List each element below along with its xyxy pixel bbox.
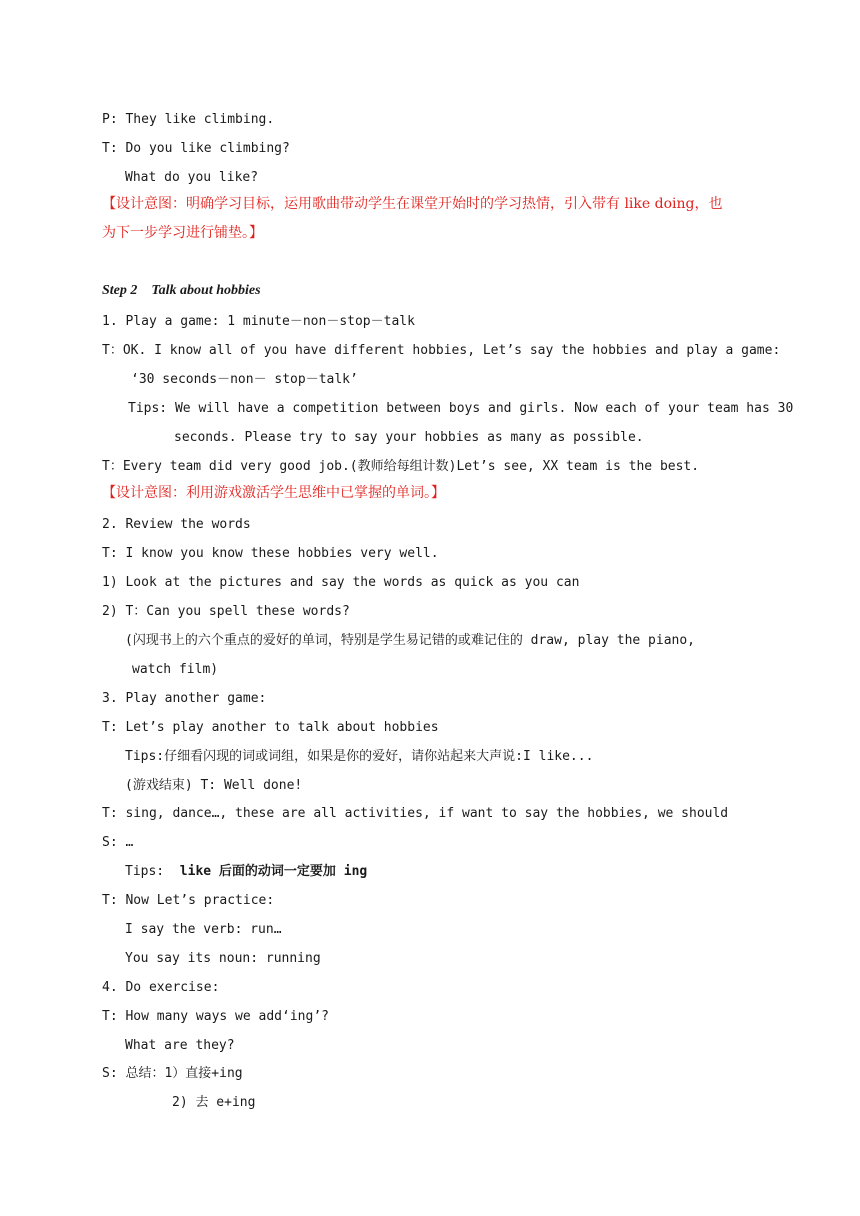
dialogue-line: P: They like climbing.	[102, 112, 275, 127]
tips-line: Tips: We will have a competition between boys and girls. Now each of your team has 30	[128, 401, 794, 416]
tips-label: Tips:	[125, 864, 180, 879]
dialogue-line: T: How many ways we add‘ing’?	[102, 1009, 329, 1024]
sub-item: 1) Look at the pictures and say the words as quick as you can	[102, 575, 580, 590]
dialogue-line: What do you like?	[125, 170, 259, 185]
dialogue-line: T: Let’s play another to talk about hobbies	[102, 720, 439, 735]
tips-line: Tips:仔细看闪现的词或词组，如果是你的爱好，请你站起来大声说:I like...	[125, 749, 594, 764]
dialogue-line: T: I know you know these hobbies very well.	[102, 546, 439, 561]
note-line: watch film)	[132, 662, 219, 677]
activity-item: 4. Do exercise:	[102, 980, 220, 995]
activity-item: 3. Play another game:	[102, 691, 267, 706]
dialogue-line: S: …	[102, 835, 134, 850]
dialogue-line: T：Every team did very good job.(教师给每组计数)Let’s see, XX team is the best.	[102, 459, 700, 474]
dialogue-line: T: sing, dance…, these are all activities, if want to say the hobbies, we should	[102, 806, 729, 821]
tips-bold-text: like 后面的动词一定要加 ing	[179, 864, 368, 879]
summary-line: S: 总结：1）直接+ing	[102, 1066, 243, 1081]
activity-item: 2. Review the words	[102, 517, 251, 532]
tips-line: seconds. Please try to say your hobbies as many as possible.	[174, 430, 644, 445]
sub-item: 2) T：Can you spell these words?	[102, 604, 350, 619]
dialogue-line: T：OK. I know all of you have different hobbies, Let’s say the hobbies and play a game:	[102, 343, 781, 358]
summary-line: 2) 去 e+ing	[172, 1095, 256, 1110]
step-heading: Step 2 Talk about hobbies	[102, 283, 261, 298]
dialogue-line: ‘30 seconds－non－ stop－talk’	[131, 372, 358, 387]
design-intent-note: 【设计意图：明确学习目标，运用歌曲带动学生在课堂开始时的学习热情，引入带有 like doing，也	[102, 196, 723, 212]
tips-line	[125, 863, 367, 881]
note-line: (闪现书上的六个重点的爱好的单词，特别是学生易记错的或难记住的 draw, play the piano,	[125, 633, 696, 648]
dialogue-line: You say its noun: running	[125, 951, 321, 966]
dialogue-line: What are they?	[125, 1038, 235, 1053]
dialogue-line: T: Do you like climbing?	[102, 141, 290, 156]
design-intent-note: 【设计意图：利用游戏激活学生思维中已掌握的单词。】	[102, 485, 445, 501]
dialogue-line: T: Now Let’s practice:	[102, 893, 275, 908]
design-intent-note-continued: 为下一步学习进行铺垫。】	[102, 225, 263, 241]
dialogue-line: (游戏结束) T: Well done!	[125, 778, 303, 793]
dialogue-line: I say the verb: run…	[125, 922, 282, 937]
activity-item: 1. Play a game: 1 minute－non－stop－talk	[102, 314, 415, 329]
